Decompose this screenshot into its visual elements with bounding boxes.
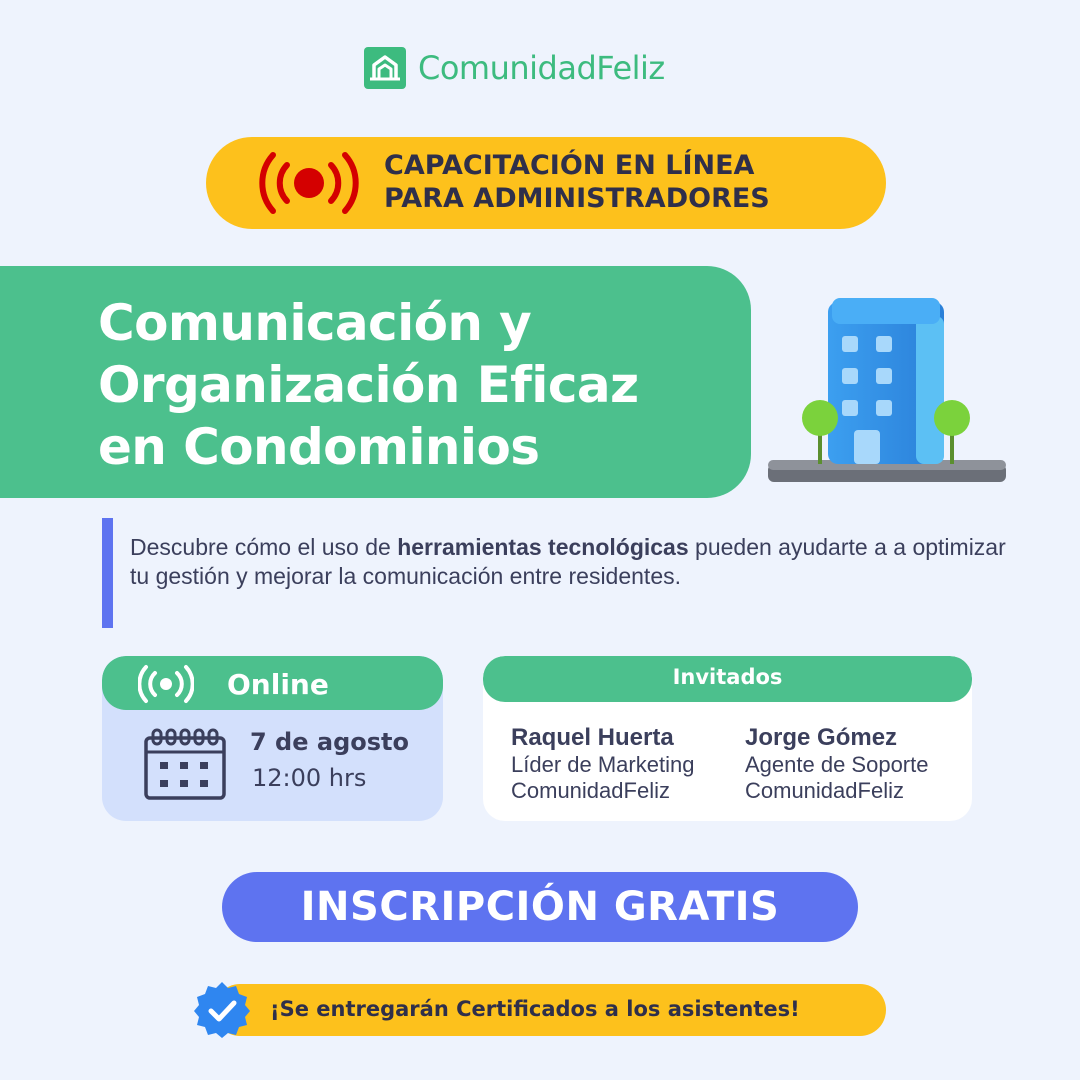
guests-card	[483, 656, 972, 821]
title-line2: Organización Eficaz	[98, 356, 639, 414]
guest-item	[511, 724, 694, 804]
live-banner-text	[384, 149, 864, 215]
description-highlight: herramientas tecnológicas	[397, 534, 689, 560]
event-date: 7 de agosto	[250, 728, 409, 756]
calendar-icon	[142, 728, 228, 800]
live-broadcast-icon	[256, 151, 362, 215]
certificate-text: ¡Se entregarán Certificados a los asistentes!	[270, 997, 800, 1021]
brand-logo[interactable]	[364, 46, 665, 90]
guest-name: Jorge Gómez	[745, 724, 898, 751]
guest-name: Raquel Huerta	[511, 724, 674, 751]
free-registration-button[interactable]	[222, 872, 858, 942]
guest-role: Agente de Soporte	[745, 752, 929, 777]
building-logo-icon	[364, 47, 406, 89]
event-mode-label: Online	[227, 668, 329, 701]
event-time: 12:00 hrs	[252, 764, 367, 792]
headline-panel	[0, 266, 751, 498]
brand-name: ComunidadFeliz	[418, 49, 665, 87]
live-banner-line2: PARA ADMINISTRADORES	[384, 183, 770, 214]
page-title	[98, 292, 738, 478]
free-registration-label: INSCRIPCIÓN GRATIS	[300, 884, 780, 930]
live-banner-line1: CAPACITACIÓN EN LÍNEA	[384, 150, 755, 181]
description	[130, 533, 1010, 591]
description-intro: Descubre cómo el uso de	[130, 534, 398, 560]
event-details-card	[102, 656, 443, 821]
guest-organization: ComunidadFeliz	[745, 778, 904, 803]
guests-title: Invitados	[672, 665, 783, 689]
title-line3: en Condominios	[98, 418, 540, 476]
title-line1: Comunicación y	[98, 294, 532, 352]
broadcast-icon	[138, 664, 194, 704]
guest-organization: ComunidadFeliz	[511, 778, 670, 803]
guest-item	[745, 724, 928, 804]
building-3d-icon	[766, 296, 1008, 486]
guests-header	[483, 656, 972, 702]
verified-badge-icon	[192, 980, 252, 1040]
event-mode-header	[102, 656, 443, 710]
certificate-notice	[214, 984, 886, 1036]
live-training-banner	[206, 137, 886, 229]
description-rest: pueden ayudarte a a optimizar tu gestión y mejorar la comunicación entre residentes.	[130, 534, 1006, 589]
guest-role: Líder de Marketing	[511, 752, 695, 777]
description-accent-bar	[102, 518, 113, 628]
